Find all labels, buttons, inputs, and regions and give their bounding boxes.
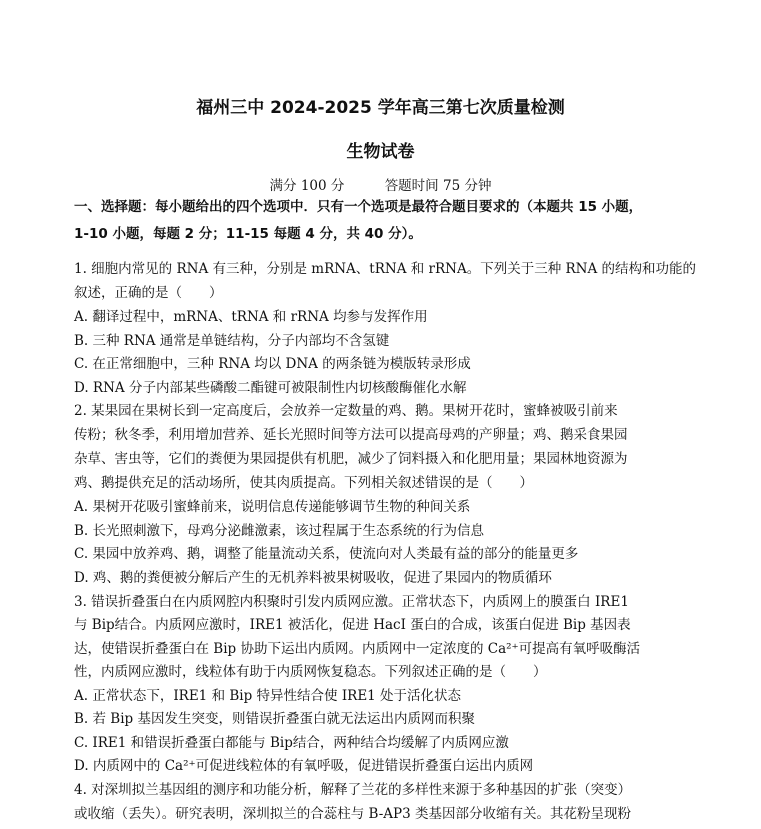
q2-option-d: D. 鸡、鹅的粪便被分解后产生的无机养料被果树吸收，促进了果园内的物质循环 bbox=[74, 570, 552, 586]
q1-stem-line1: 1. 细胞内常见的 RNA 有三种，分别是 mRNA、tRNA 和 rRNA。下列关于三种 RNA 的结构和功能的 bbox=[74, 261, 697, 277]
q1-option-d: D. RNA 分子内部某些磷酸二酯键可被限制性内切核酸酶催化水解 bbox=[74, 380, 467, 396]
q1-stem-line2: 叙述，正确的是（ ） bbox=[74, 285, 223, 301]
exam-title: 福州三中 2024-2025 学年高三第七次质量检测 bbox=[196, 98, 565, 118]
q3-option-c: C. IRE1 和错误折叠蛋白都能与 Bip结合，两种结合均缓解了内质网应激 bbox=[74, 735, 509, 751]
q3-option-a: A. 正常状态下，IRE1 和 Bip 特异性结合使 IRE1 处于活化状态 bbox=[74, 688, 462, 704]
q2-stem-line2: 传粉；秋冬季，利用增加营养、延长光照时间等方法可以提高母鸡的产卵量；鸡、鹅采食果园 bbox=[74, 427, 628, 443]
q3-stem-line3: 达，使错误折叠蛋白在 Bip 协助下运出内质网。内质网中一定浓度的 Ca²⁺可提高有氧呼吸酶活 bbox=[74, 641, 641, 657]
subject-title: 生物试卷 bbox=[346, 142, 415, 162]
q4-stem-line1: 4. 对深圳拟兰基因组的测序和功能分析，解释了兰花的多样性来源于多种基因的扩张（突变） bbox=[74, 782, 632, 798]
q1-option-a: A. 翻译过程中，mRNA、tRNA 和 rRNA 均参与发挥作用 bbox=[74, 309, 428, 325]
q3-stem-line1: 3. 错误折叠蛋白在内质网腔内积聚时引发内质网应激。正常状态下，内质网上的膜蛋白 IRE1 bbox=[74, 594, 629, 610]
q2-option-c: C. 果园中放养鸡、鹅，调整了能量流动关系，使流向对人类最有益的部分的能量更多 bbox=[74, 546, 579, 562]
q4-stem-line2: 或收缩（丢失）。研究表明，深圳拟兰的合蕊柱与 B-AP3 类基因部分收缩有关。其花粉呈现粉 bbox=[74, 806, 631, 822]
q2-option-b: B. 长光照刺激下，母鸡分泌雌激素，该过程属于生态系统的行为信息 bbox=[74, 523, 485, 539]
q3-option-d: D. 内质网中的 Ca²⁺可促进线粒体的有氧呼吸，促进错误折叠蛋白运出内质网 bbox=[74, 758, 534, 774]
q3-option-b: B. 若 Bip 基因发生突变，则错误折叠蛋白就无法运出内质网而积聚 bbox=[74, 711, 475, 727]
duration: 答题时间 75 分钟 bbox=[384, 178, 492, 194]
q3-stem-line4: 性，内质网应激时，线粒体有助于内质网恢复稳态。下列叙述正确的是（ ） bbox=[74, 664, 547, 680]
full-score: 满分 100 分 bbox=[269, 178, 345, 194]
section-heading-line1: 一、选择题：每小题给出的四个选项中．只有一个选项是最符合题目要求的（本题共 15 小题， bbox=[74, 199, 643, 215]
q2-stem-line3: 杂草、害虫等，它们的粪便为果园提供有机肥，减少了饲料摄入和化肥用量；果园林地资源为 bbox=[74, 451, 628, 467]
exam-meta bbox=[0, 174, 761, 194]
q2-stem-line1: 2. 某果园在果树长到一定高度后，会放养一定数量的鸡、鹅。果树开花时，蜜蜂被吸引前来 bbox=[74, 403, 618, 419]
section-heading-line2: 1-10 小题，每题 2 分；11-15 每题 4 分，共 40 分）。 bbox=[74, 226, 422, 242]
q1-option-c: C. 在正常细胞中，三种 RNA 均以 DNA 的两条链为模版转录形成 bbox=[74, 356, 471, 372]
q2-option-a: A. 果树开花吸引蜜蜂前来，说明信息传递能够调节生物的种间关系 bbox=[74, 499, 471, 515]
q3-stem-line2: 与 Bip结合。内质网应激时，IRE1 被活化，促进 HacI 蛋白的合成，该蛋白促进 Bip 基因表 bbox=[74, 617, 631, 633]
q2-stem-line4: 鸡、鹅提供充足的活动场所，使其肉质提高。下列相关叙述错误的是（ ） bbox=[74, 475, 533, 491]
q1-option-b: B. 三种 RNA 通常是单链结构，分子内部均不含氢键 bbox=[74, 333, 390, 349]
